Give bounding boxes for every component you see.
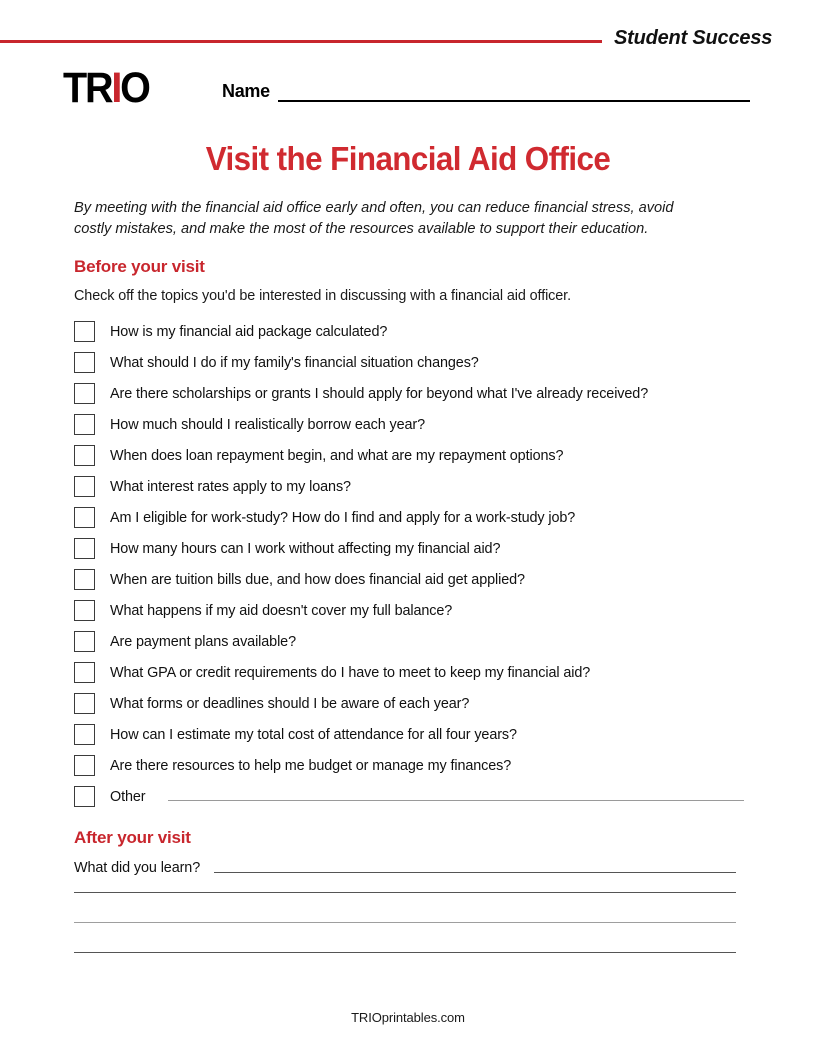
checkbox-icon[interactable] [74, 507, 95, 528]
checklist-row[interactable] [74, 595, 744, 626]
checklist-row[interactable] [74, 409, 744, 440]
before-visit-instruction: Check off the topics you'd be interested in discussing with a financial aid officer. [74, 288, 571, 304]
what-did-you-learn-line[interactable] [214, 872, 736, 873]
page-title: Visit the Financial Aid Office [205, 140, 611, 177]
checkbox-icon[interactable] [74, 662, 95, 683]
checklist-row[interactable] [74, 378, 744, 409]
checklist-item-label: When are tuition bills due, and how does financial aid get applied? [110, 571, 525, 588]
checklist-row[interactable] [74, 471, 744, 502]
checkbox-icon[interactable] [74, 538, 95, 559]
checkbox-icon[interactable] [74, 445, 95, 466]
footer-url: TRIOprintables.com [351, 1010, 465, 1025]
answer-write-line[interactable] [74, 892, 736, 893]
checkbox-icon[interactable] [74, 600, 95, 621]
checkbox-icon[interactable] [74, 755, 95, 776]
checklist-row[interactable] [74, 750, 744, 781]
checkbox-icon[interactable] [74, 724, 95, 745]
what-did-you-learn-row [74, 860, 736, 876]
name-input-line[interactable] [278, 100, 750, 102]
checklist-item-label: Are payment plans available? [110, 633, 296, 650]
checklist-item-label: Are there resources to help me budget or manage my finances? [110, 757, 512, 774]
checklist-row[interactable] [74, 347, 744, 378]
checkbox-icon[interactable] [74, 476, 95, 497]
checkbox-icon[interactable] [74, 631, 95, 652]
trio-logo [63, 66, 149, 110]
logo-name-row [0, 66, 816, 110]
checklist-item-label: When does loan repayment begin, and what are my repayment options? [110, 447, 564, 464]
checklist-row[interactable] [74, 564, 744, 595]
checklist-item-label: Are there scholarships or grants I should apply for beyond what I've already received? [110, 385, 649, 402]
answer-write-line[interactable] [74, 922, 736, 923]
checklist-other-label: Other [110, 788, 146, 805]
checklist-row-other[interactable] [74, 781, 744, 812]
checkbox-icon[interactable] [74, 352, 95, 373]
checklist-item-label: What interest rates apply to my loans? [110, 478, 351, 495]
before-visit-heading: Before your visit [74, 257, 205, 276]
checklist [74, 316, 744, 812]
checkbox-icon[interactable] [74, 569, 95, 590]
checkbox-icon[interactable] [74, 321, 95, 342]
checklist-item-label: Am I eligible for work-study? How do I find and apply for a work-study job? [110, 509, 576, 526]
answer-write-line[interactable] [74, 952, 736, 953]
header-kicker: Student Success [614, 27, 773, 49]
checkbox-icon[interactable] [74, 383, 95, 404]
checkbox-icon[interactable] [74, 786, 95, 807]
checklist-item-label: What should I do if my family's financial situation changes? [110, 354, 479, 371]
page-header [0, 0, 816, 60]
checklist-row[interactable] [74, 502, 744, 533]
logo-accent-i: I [111, 64, 121, 112]
checklist-item-label: What GPA or credit requirements do I have to meet to keep my financial aid? [110, 664, 591, 681]
other-write-in-line[interactable] [168, 800, 745, 801]
checklist-item-label: What happens if my aid doesn't cover my full balance? [110, 602, 453, 619]
header-red-rule [0, 40, 602, 43]
checklist-item-label: How much should I realistically borrow each year? [110, 416, 426, 433]
checklist-item-label: How can I estimate my total cost of attendance for all four years? [110, 726, 517, 743]
checklist-item-label: How many hours can I work without affecting my financial aid? [110, 540, 501, 557]
checklist-row[interactable] [74, 657, 744, 688]
logo-text-tr: TR [63, 64, 112, 112]
checklist-row[interactable] [74, 719, 744, 750]
logo-text-o: O [120, 64, 149, 112]
checklist-row[interactable] [74, 626, 744, 657]
checkbox-icon[interactable] [74, 693, 95, 714]
what-did-you-learn-label: What did you learn? [74, 860, 201, 876]
after-visit-heading: After your visit [74, 828, 191, 847]
checklist-item-label: What forms or deadlines should I be aware of each year? [110, 695, 470, 712]
checklist-item-label: How is my financial aid package calculated? [110, 323, 388, 340]
checklist-row[interactable] [74, 688, 744, 719]
answer-write-lines [74, 892, 736, 982]
checklist-row[interactable] [74, 316, 744, 347]
checklist-row[interactable] [74, 440, 744, 471]
checklist-row[interactable] [74, 533, 744, 564]
checkbox-icon[interactable] [74, 414, 95, 435]
intro-paragraph: By meeting with the financial aid office early and often, you can reduce financial stress, avoid costly mistakes, and make the most of the resources available to support their education. [74, 200, 674, 237]
name-label: Name [222, 81, 270, 101]
